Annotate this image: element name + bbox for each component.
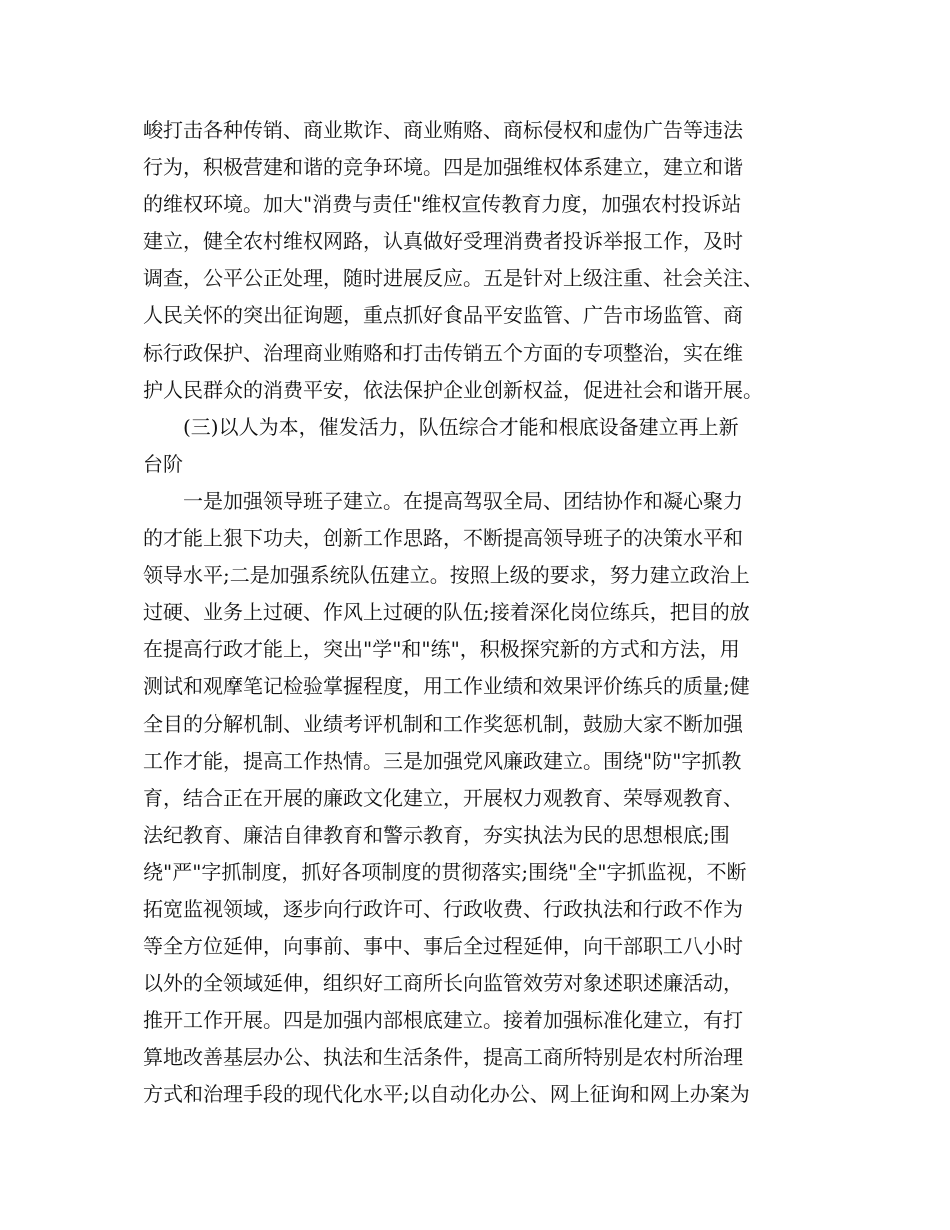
text-line: 推开工作开展。四是加强内部根底建立。接着加强标准化建立，有打 bbox=[143, 1008, 743, 1033]
text-line: 的维权环境。加大"消费与责任"维权宣传教育力度，加强农村投诉站 bbox=[143, 192, 742, 217]
text-line: 方式和治理手段的现代化水平;以自动化办公、网上征询和网上办案为 bbox=[143, 1082, 750, 1107]
text-line: 法纪教育、廉洁自律教育和警示教育，夯实执法为民的思想根底;围 bbox=[143, 822, 730, 847]
text-line: 测试和观摩笔记检验掌握程度，用工作业绩和效果评价练兵的质量;健 bbox=[143, 674, 750, 699]
text-line: (三)以人为本，催发活力，队伍综合才能和根底设备建立再上新 bbox=[183, 414, 739, 439]
text-line: 工作才能，提高工作热情。三是加强党风廉政建立。围绕"防"字抓教 bbox=[143, 748, 742, 773]
text-line: 建立，健全农村维权网路，认真做好受理消费者投诉举报工作，及时 bbox=[143, 229, 743, 254]
text-line: 领导水平;二是加强系统队伍建立。按照上级的要求，努力建立政治上 bbox=[143, 563, 750, 588]
text-line: 算地改善基层办公、执法和生活条件，提高工商所特别是农村所治理 bbox=[143, 1045, 743, 1070]
text-line: 全目的分解机制、业绩考评机制和工作奖惩机制，鼓励大家不断加强 bbox=[143, 711, 743, 736]
text-line: 在提高行政才能上，突出"学"和"练"，积极探究新的方式和方法，用 bbox=[143, 637, 740, 662]
text-line: 台阶 bbox=[143, 451, 183, 476]
text-line: 行为，积极营建和谐的竞争环境。四是加强维权体系建立，建立和谐 bbox=[143, 155, 743, 180]
text-line: 护人民群众的消费平安，依法保护企业创新权益，促进社会和谐开展。 bbox=[143, 377, 763, 402]
text-line: 以外的全领域延伸，组织好工商所长向监管效劳对象述职述廉活动， bbox=[143, 971, 743, 996]
text-line: 标行政保护、治理商业贿赂和打击传销五个方面的专项整治，实在维 bbox=[143, 340, 743, 365]
text-line: 育，结合正在开展的廉政文化建立，开展权力观教育、荣辱观教育、 bbox=[143, 785, 743, 810]
text-line: 绕"严"字抓制度，抓好各项制度的贯彻落实;围绕"全"字抓监视，不断 bbox=[143, 859, 747, 884]
body-text bbox=[143, 112, 823, 1114]
text-line: 过硬、业务上过硬、作风上过硬的队伍;接着深化岗位练兵，把目的放 bbox=[143, 600, 750, 625]
text-line: 的才能上狠下功夫，创新工作思路，不断提高领导班子的决策水平和 bbox=[143, 526, 743, 551]
text-line: 峻打击各种传销、商业欺诈、商业贿赂、商标侵权和虚伪广告等违法 bbox=[143, 118, 743, 142]
text-line: 调查，公平公正处理，随时进展反应。五是针对上级注重、社会关注、 bbox=[143, 266, 763, 291]
text-line: 人民关怀的突出征询题，重点抓好食品平安监管、广告市场监管、商 bbox=[143, 303, 743, 328]
text-line: 一是加强领导班子建立。在提高驾驭全局、团结协作和凝心聚力 bbox=[183, 488, 743, 513]
text-line: 拓宽监视领域，逐步向行政许可、行政收费、行政执法和行政不作为 bbox=[143, 896, 743, 921]
text-line: 等全方位延伸，向事前、事中、事后全过程延伸，向干部职工八小时 bbox=[143, 934, 743, 959]
